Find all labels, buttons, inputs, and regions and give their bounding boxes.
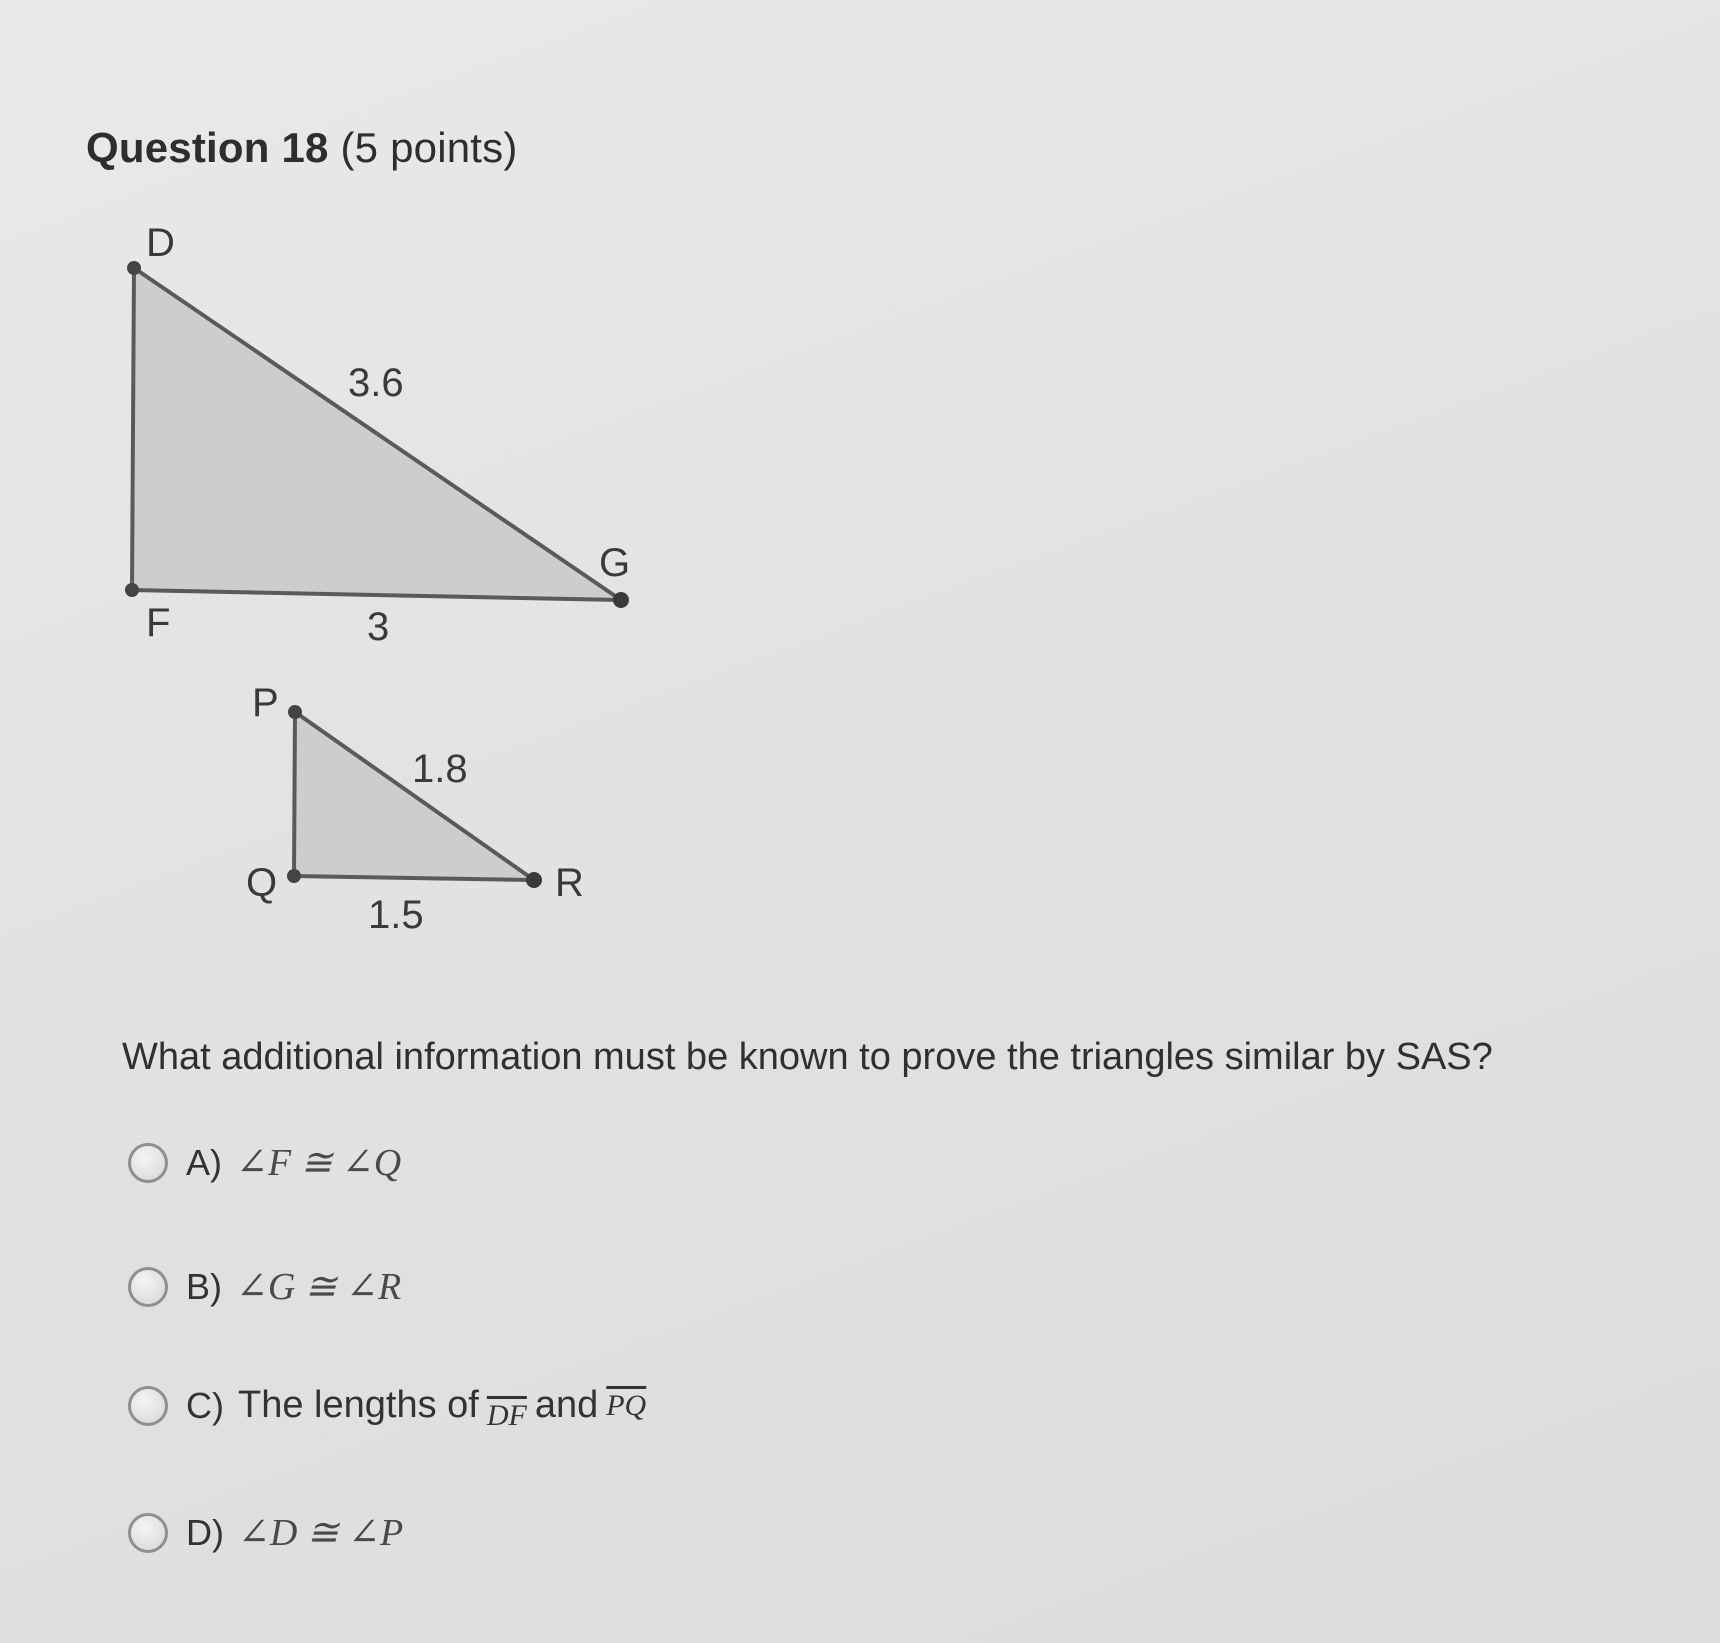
vertex-g-label: G bbox=[599, 541, 631, 585]
option-c-text-middle: and bbox=[534, 1384, 599, 1426]
option-a[interactable] bbox=[128, 1140, 401, 1185]
option-d-letter: D) bbox=[186, 1511, 224, 1553]
triangle-dfg bbox=[132, 268, 621, 600]
option-a-letter: A) bbox=[186, 1141, 222, 1183]
vertex-p-point bbox=[288, 705, 302, 719]
vertex-r-point bbox=[526, 872, 542, 888]
option-b-text: ∠G ≅ ∠R bbox=[236, 1266, 402, 1308]
triangle-pqr bbox=[294, 712, 534, 880]
vertex-p-label: P bbox=[252, 681, 279, 725]
option-c-radio[interactable] bbox=[128, 1386, 168, 1426]
option-b-radio[interactable] bbox=[128, 1267, 168, 1307]
question-number: Question 18 bbox=[86, 124, 329, 171]
vertex-d-point bbox=[127, 261, 141, 275]
option-c-letter: C) bbox=[186, 1384, 224, 1426]
question-points: (5 points) bbox=[340, 124, 518, 171]
segment-df: $\overline{DF}$ bbox=[486, 1398, 527, 1432]
option-d[interactable] bbox=[128, 1510, 403, 1555]
vertex-g-point bbox=[613, 592, 629, 608]
vertex-f-point bbox=[125, 583, 139, 597]
question-prompt: What additional information must be known to prove the triangles similar by SAS? bbox=[122, 1036, 1493, 1078]
side-pr-label: 1.8 bbox=[412, 747, 468, 791]
option-d-radio[interactable] bbox=[128, 1513, 168, 1553]
side-fg-label: 3 bbox=[367, 605, 390, 649]
option-a-text: ∠F ≅ ∠Q bbox=[236, 1142, 402, 1184]
side-qr-label: 1.5 bbox=[368, 893, 424, 937]
segment-pq: $\overline{PQ}$ bbox=[606, 1388, 647, 1422]
side-dg-label: 3.6 bbox=[348, 361, 404, 405]
option-c-text-before: The lengths of bbox=[238, 1384, 479, 1426]
option-b-letter: B) bbox=[186, 1265, 222, 1307]
vertex-q-label: Q bbox=[246, 861, 278, 905]
vertex-d-label: D bbox=[146, 221, 175, 265]
vertex-q-point bbox=[287, 869, 301, 883]
vertex-f-label: F bbox=[146, 601, 171, 645]
option-a-radio[interactable] bbox=[128, 1143, 168, 1183]
option-c[interactable] bbox=[128, 1384, 654, 1432]
option-d-text: ∠D ≅ ∠P bbox=[238, 1512, 404, 1554]
option-b[interactable] bbox=[128, 1264, 401, 1309]
vertex-r-label: R bbox=[555, 861, 584, 905]
